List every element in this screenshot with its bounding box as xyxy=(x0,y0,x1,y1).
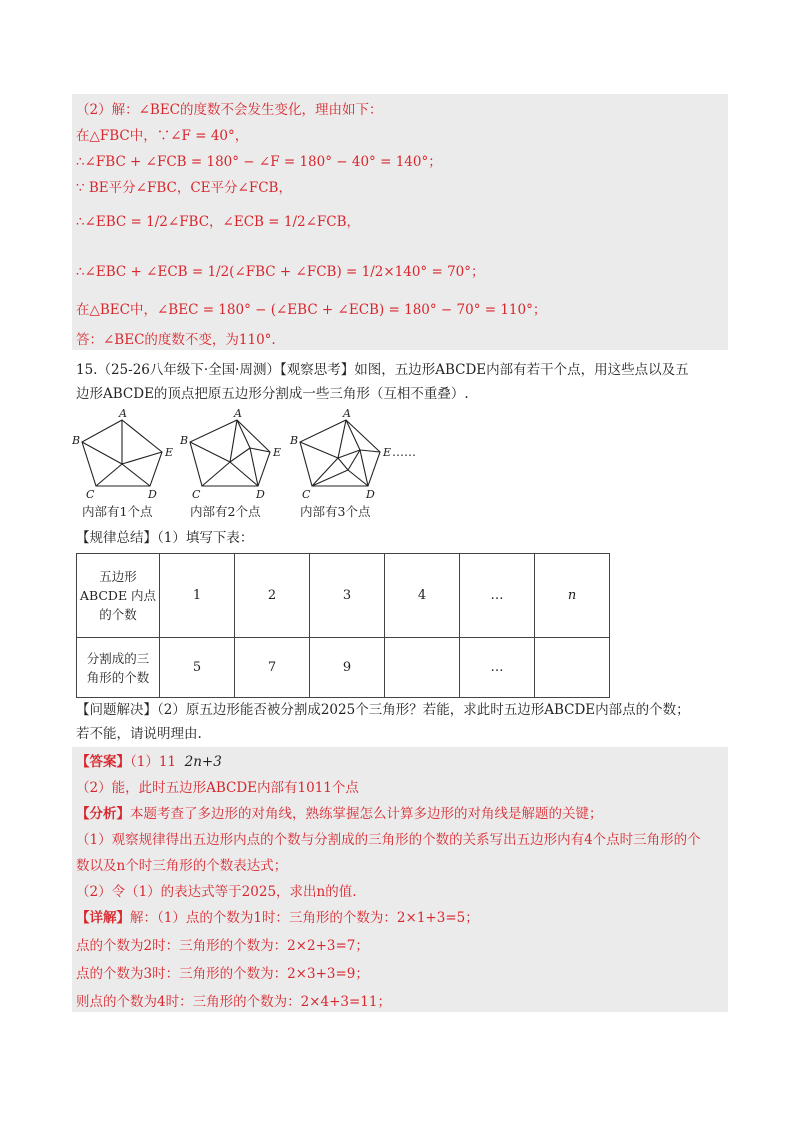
pattern-table xyxy=(76,553,610,698)
fig3-label-c: C xyxy=(302,488,311,501)
table-row xyxy=(77,638,610,698)
fig3-label-d: D xyxy=(366,488,375,501)
table-cell: 4 xyxy=(385,554,460,638)
analysis-1a: （1）观察规律得出五边形内点的个数与分割成的三角形的个数的关系写出五边形内有4个点时三角形的个 xyxy=(76,832,701,848)
figures-ellipsis: …… xyxy=(392,445,416,459)
table-row xyxy=(77,554,610,638)
problem15-line-2: 边形ABCDE的顶点把原五边形分割成一些三角形（互相不重叠）. xyxy=(76,386,469,402)
table-row2-head xyxy=(77,638,160,698)
answer-label: 【答案】 xyxy=(76,754,130,770)
table-row1-head-line1: 五边形 xyxy=(99,569,137,584)
solution-line-2: 在△FBC中，∵∠F = 40°， xyxy=(76,128,249,144)
fig2-label-a: A xyxy=(234,407,242,420)
answer-line-2: （2）能，此时五边形ABCDE内部有1011个点 xyxy=(76,780,359,796)
fig1-label-c: C xyxy=(86,488,95,501)
solution-line-4: ∵ BE平分∠FBC，CE平分∠FCB， xyxy=(76,180,292,196)
solution-line-8: 答：∠BEC的度数不变，为110°. xyxy=(76,332,276,348)
solution-line-5: ∴∠EBC = 1/2∠FBC，∠ECB = 1/2∠FCB， xyxy=(76,214,361,230)
detail-line-4: 则点的个数为4时：三角形的个数为：2×4+3=11； xyxy=(76,994,391,1010)
analysis-label: 【分析】 xyxy=(76,806,130,822)
fig2-label-d: D xyxy=(256,488,265,501)
pentagon-figure-1 xyxy=(82,420,162,486)
table-cell: 1 xyxy=(160,554,235,638)
table-cell: 3 xyxy=(310,554,385,638)
fig1-label-e: E xyxy=(165,446,174,459)
fig1-label-d: D xyxy=(148,488,157,501)
pentagon-figure-2 xyxy=(190,420,270,486)
answer-line-1 xyxy=(76,752,222,772)
fig3-label-a: A xyxy=(343,407,351,420)
fig1-caption: 内部有1个点 xyxy=(82,504,153,519)
table-row1-head-line3: 的个数 xyxy=(99,607,137,622)
table-cell: 2 xyxy=(235,554,310,638)
fig3-label-e: E xyxy=(383,446,392,459)
fig3-label-b: B xyxy=(290,434,299,447)
answer-expression: 2n+3 xyxy=(184,754,222,770)
table-row1-head-line2: ABCDE 内点 xyxy=(79,588,157,603)
table-row2-head-line2: 角形的个数 xyxy=(86,669,150,685)
solution-line-1: （2）解：∠BEC的度数不会发生变化，理由如下： xyxy=(76,102,383,118)
fig2-caption: 内部有2个点 xyxy=(190,504,261,519)
answer-part1: （1）11 xyxy=(130,754,177,770)
fig1-label-a: A xyxy=(119,407,127,420)
analysis-2: （2）令（1）的表达式等于2025，求出n的值. xyxy=(76,884,357,900)
fig3-caption: 内部有3个点 xyxy=(300,504,371,519)
detail-line-1 xyxy=(76,908,479,928)
detail-text-1: 解：（1）点的个数为1时：三角形的个数为：2×1+3=5； xyxy=(130,910,479,926)
table-row2-head-line1: 分割成的三 xyxy=(86,650,150,666)
table-cell: … xyxy=(460,638,535,698)
fig2-label-b: B xyxy=(180,434,189,447)
solution-line-7: 在△BEC中，∠BEC = 180° − (∠EBC + ∠ECB) = 180° − 70° = 110°； xyxy=(76,302,547,318)
problem15-line-1: 15.（25-26八年级下·全国·周测）【观察思考】如图，五边形ABCDE内部有若干个点，用这些点以及五 xyxy=(76,362,689,378)
pentagon-figures xyxy=(62,406,462,506)
table-cell xyxy=(535,638,610,698)
analysis-1b: 数以及n个时三角形的个数表达式； xyxy=(76,858,288,874)
analysis-text: 本题考查了多边形的对角线，熟练掌握怎么计算多边形的对角线是解题的关键； xyxy=(130,806,603,822)
detail-line-2: 点的个数为2时：三角形的个数为：2×2+3=7； xyxy=(76,938,369,954)
solution-line-3: ∴∠FBC + ∠FCB = 180° − ∠F = 180° − 40° = 140°； xyxy=(76,154,442,170)
table-cell xyxy=(385,638,460,698)
table-cell: … xyxy=(460,554,535,638)
table-cell: n xyxy=(535,554,610,638)
analysis-line xyxy=(76,804,603,824)
question2-line-2: 若不能，请说明理由. xyxy=(76,726,202,742)
table-cell: 5 xyxy=(160,638,235,698)
solution-line-6: ∴∠EBC + ∠ECB = 1/2(∠FBC + ∠FCB) = 1/2×140° = 70°； xyxy=(76,264,485,280)
detail-label: 【详解】 xyxy=(76,910,130,926)
question2-line-1: 【问题解决】（2）原五边形能否被分割成2025个三角形？若能，求此时五边形ABCDE内部点的个数； xyxy=(76,702,690,718)
pentagon-figure-3 xyxy=(300,420,380,486)
table-row1-head xyxy=(77,554,160,638)
fig2-label-c: C xyxy=(192,488,201,501)
fig1-label-b: B xyxy=(72,434,81,447)
summary-title: 【规律总结】（1）填写下表： xyxy=(76,530,254,546)
table-cell: 7 xyxy=(235,638,310,698)
detail-line-3: 点的个数为3时：三角形的个数为：2×3+3=9； xyxy=(76,966,369,982)
table-cell: 9 xyxy=(310,638,385,698)
fig2-label-e: E xyxy=(273,446,282,459)
